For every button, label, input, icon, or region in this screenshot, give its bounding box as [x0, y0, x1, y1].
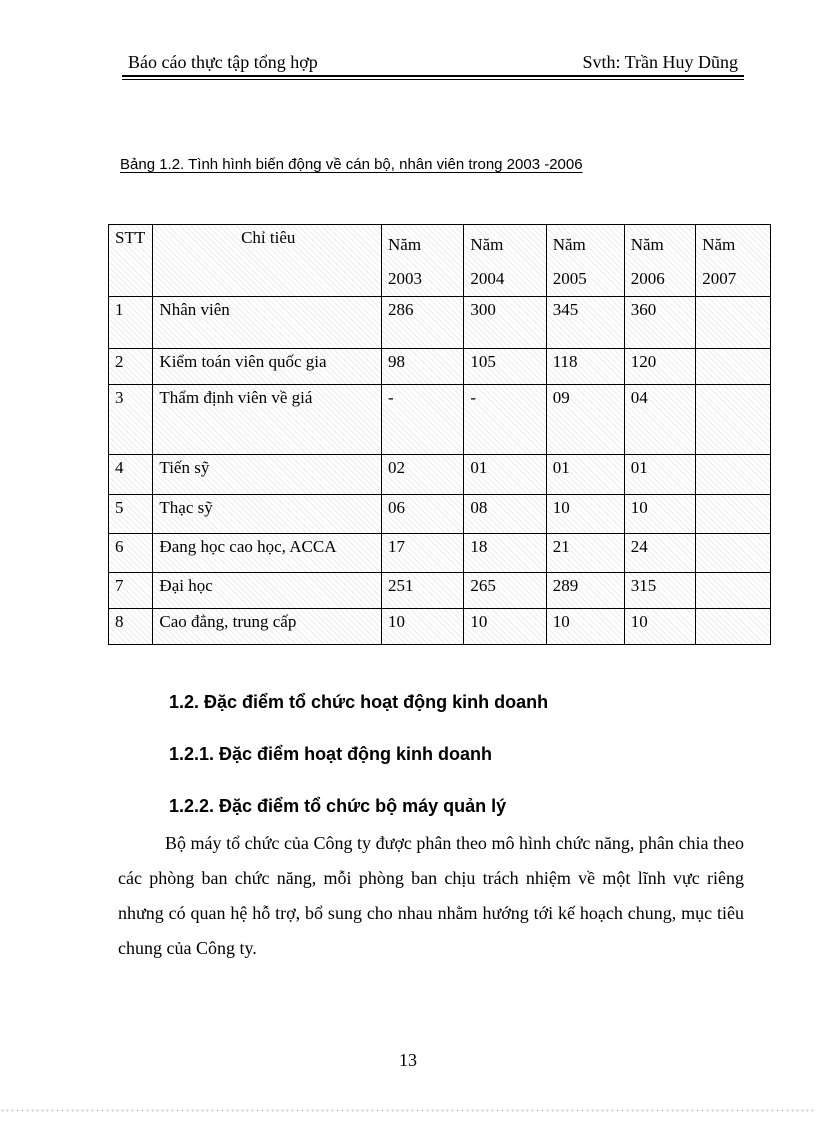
- cell-value: 289: [546, 573, 624, 609]
- header-indicator: Chỉ tiêu: [153, 225, 382, 297]
- cell-stt: 5: [109, 495, 153, 534]
- subsection-heading: 1.2.1. Đặc điểm hoạt động kinh doanh: [169, 744, 493, 764]
- cell-value: [696, 385, 771, 455]
- cell-indicator: Đại học: [153, 573, 382, 609]
- cell-stt: 7: [109, 573, 153, 609]
- cell-value: 10: [624, 495, 696, 534]
- page-number: 13: [399, 1050, 417, 1070]
- cell-value: 360: [624, 297, 696, 349]
- cell-value: 286: [382, 297, 464, 349]
- cell-value: 300: [464, 297, 546, 349]
- staff-table: [108, 224, 771, 645]
- page-header: [122, 52, 744, 78]
- header-report-title: Báo cáo thực tập tổng hợp: [128, 52, 318, 72]
- cell-value: 06: [382, 495, 464, 534]
- cell-value: [696, 495, 771, 534]
- cell-indicator: Cao đẳng, trung cấp: [153, 609, 382, 645]
- cell-value: 118: [546, 349, 624, 385]
- table-row: [109, 297, 771, 349]
- page-bottom-dotted-line: [0, 1109, 816, 1112]
- cell-value: 17: [382, 534, 464, 573]
- header-rule-thick: [122, 75, 744, 77]
- header-year-value: 2007: [702, 269, 737, 288]
- cell-value: 01: [464, 455, 546, 495]
- cell-value: [696, 455, 771, 495]
- cell-stt: 6: [109, 534, 153, 573]
- cell-value: [696, 573, 771, 609]
- cell-indicator: Tiến sỹ: [153, 455, 382, 495]
- cell-value: 01: [546, 455, 624, 495]
- header-year-value: 2003: [388, 269, 423, 288]
- cell-value: 08: [464, 495, 546, 534]
- cell-indicator: Đang học cao học, ACCA: [153, 534, 382, 573]
- cell-stt: 1: [109, 297, 153, 349]
- header-student-name: Svth: Trần Huy Dũng: [582, 52, 738, 72]
- cell-value: -: [464, 385, 546, 455]
- header-stt: STT: [109, 225, 153, 297]
- cell-indicator: Kiểm toán viên quốc gia: [153, 349, 382, 385]
- cell-value: 315: [624, 573, 696, 609]
- cell-value: 251: [382, 573, 464, 609]
- cell-value: 265: [464, 573, 546, 609]
- header-year-cell: [382, 225, 464, 297]
- table-header-row: [109, 225, 771, 297]
- cell-value: 345: [546, 297, 624, 349]
- table-row: [109, 534, 771, 573]
- cell-value: 10: [464, 609, 546, 645]
- cell-value: 10: [546, 609, 624, 645]
- header-year-cell: [464, 225, 546, 297]
- cell-stt: 2: [109, 349, 153, 385]
- cell-value: 18: [464, 534, 546, 573]
- cell-value: 120: [624, 349, 696, 385]
- cell-value: 98: [382, 349, 464, 385]
- cell-indicator: Thạc sỹ: [153, 495, 382, 534]
- header-year-label: Năm: [630, 235, 664, 254]
- header-year-value: 2006: [630, 269, 665, 288]
- body-paragraph: Bộ máy tổ chức của Công ty được phân theo mô hình chức năng, phân chia theo các phòng ban chức năng, mỗi phòng ban chịu trách nhiệm về một lĩnh vực riêng nhưng có quan hệ hỗ trợ, bổ sung cho nhau nhằm hướng tới kế hoạch chung, mục tiêu chung của Công ty.: [118, 833, 744, 958]
- cell-value: 105: [464, 349, 546, 385]
- cell-value: 10: [546, 495, 624, 534]
- cell-value: 02: [382, 455, 464, 495]
- header-year-cell: [624, 225, 696, 297]
- header-year-cell: [546, 225, 624, 297]
- table-caption: Bảng 1.2. Tình hình biến động về cán bộ, nhân viên trong 2003 -2006: [120, 156, 583, 173]
- header-year-label: Năm: [388, 235, 422, 254]
- subsection-heading: 1.2.2. Đặc điểm tổ chức bộ máy quản lý: [169, 796, 507, 816]
- cell-value: 09: [546, 385, 624, 455]
- cell-stt: 4: [109, 455, 153, 495]
- cell-value: 10: [382, 609, 464, 645]
- cell-value: 24: [624, 534, 696, 573]
- cell-stt: 8: [109, 609, 153, 645]
- cell-stt: 3: [109, 385, 153, 455]
- header-year-label: Năm: [702, 235, 736, 254]
- table-row: [109, 495, 771, 534]
- table-row: [109, 385, 771, 455]
- header-year-value: 2004: [470, 269, 505, 288]
- section-heading: 1.2. Đặc điểm tổ chức hoạt động kinh doanh: [169, 692, 549, 712]
- cell-value: [696, 609, 771, 645]
- cell-value: 04: [624, 385, 696, 455]
- table-row: [109, 349, 771, 385]
- header-year-cell: [696, 225, 771, 297]
- cell-indicator: Thẩm định viên về giá: [153, 385, 382, 455]
- cell-value: [696, 297, 771, 349]
- cell-value: [696, 534, 771, 573]
- cell-value: 10: [624, 609, 696, 645]
- cell-value: -: [382, 385, 464, 455]
- cell-value: 01: [624, 455, 696, 495]
- table-row: [109, 609, 771, 645]
- table-row: [109, 573, 771, 609]
- cell-value: 21: [546, 534, 624, 573]
- header-year-value: 2005: [552, 269, 587, 288]
- header-rule-thin: [122, 79, 744, 80]
- header-year-label: Năm: [552, 235, 586, 254]
- table-row: [109, 455, 771, 495]
- cell-indicator: Nhân viên: [153, 297, 382, 349]
- cell-value: [696, 349, 771, 385]
- header-year-label: Năm: [470, 235, 504, 254]
